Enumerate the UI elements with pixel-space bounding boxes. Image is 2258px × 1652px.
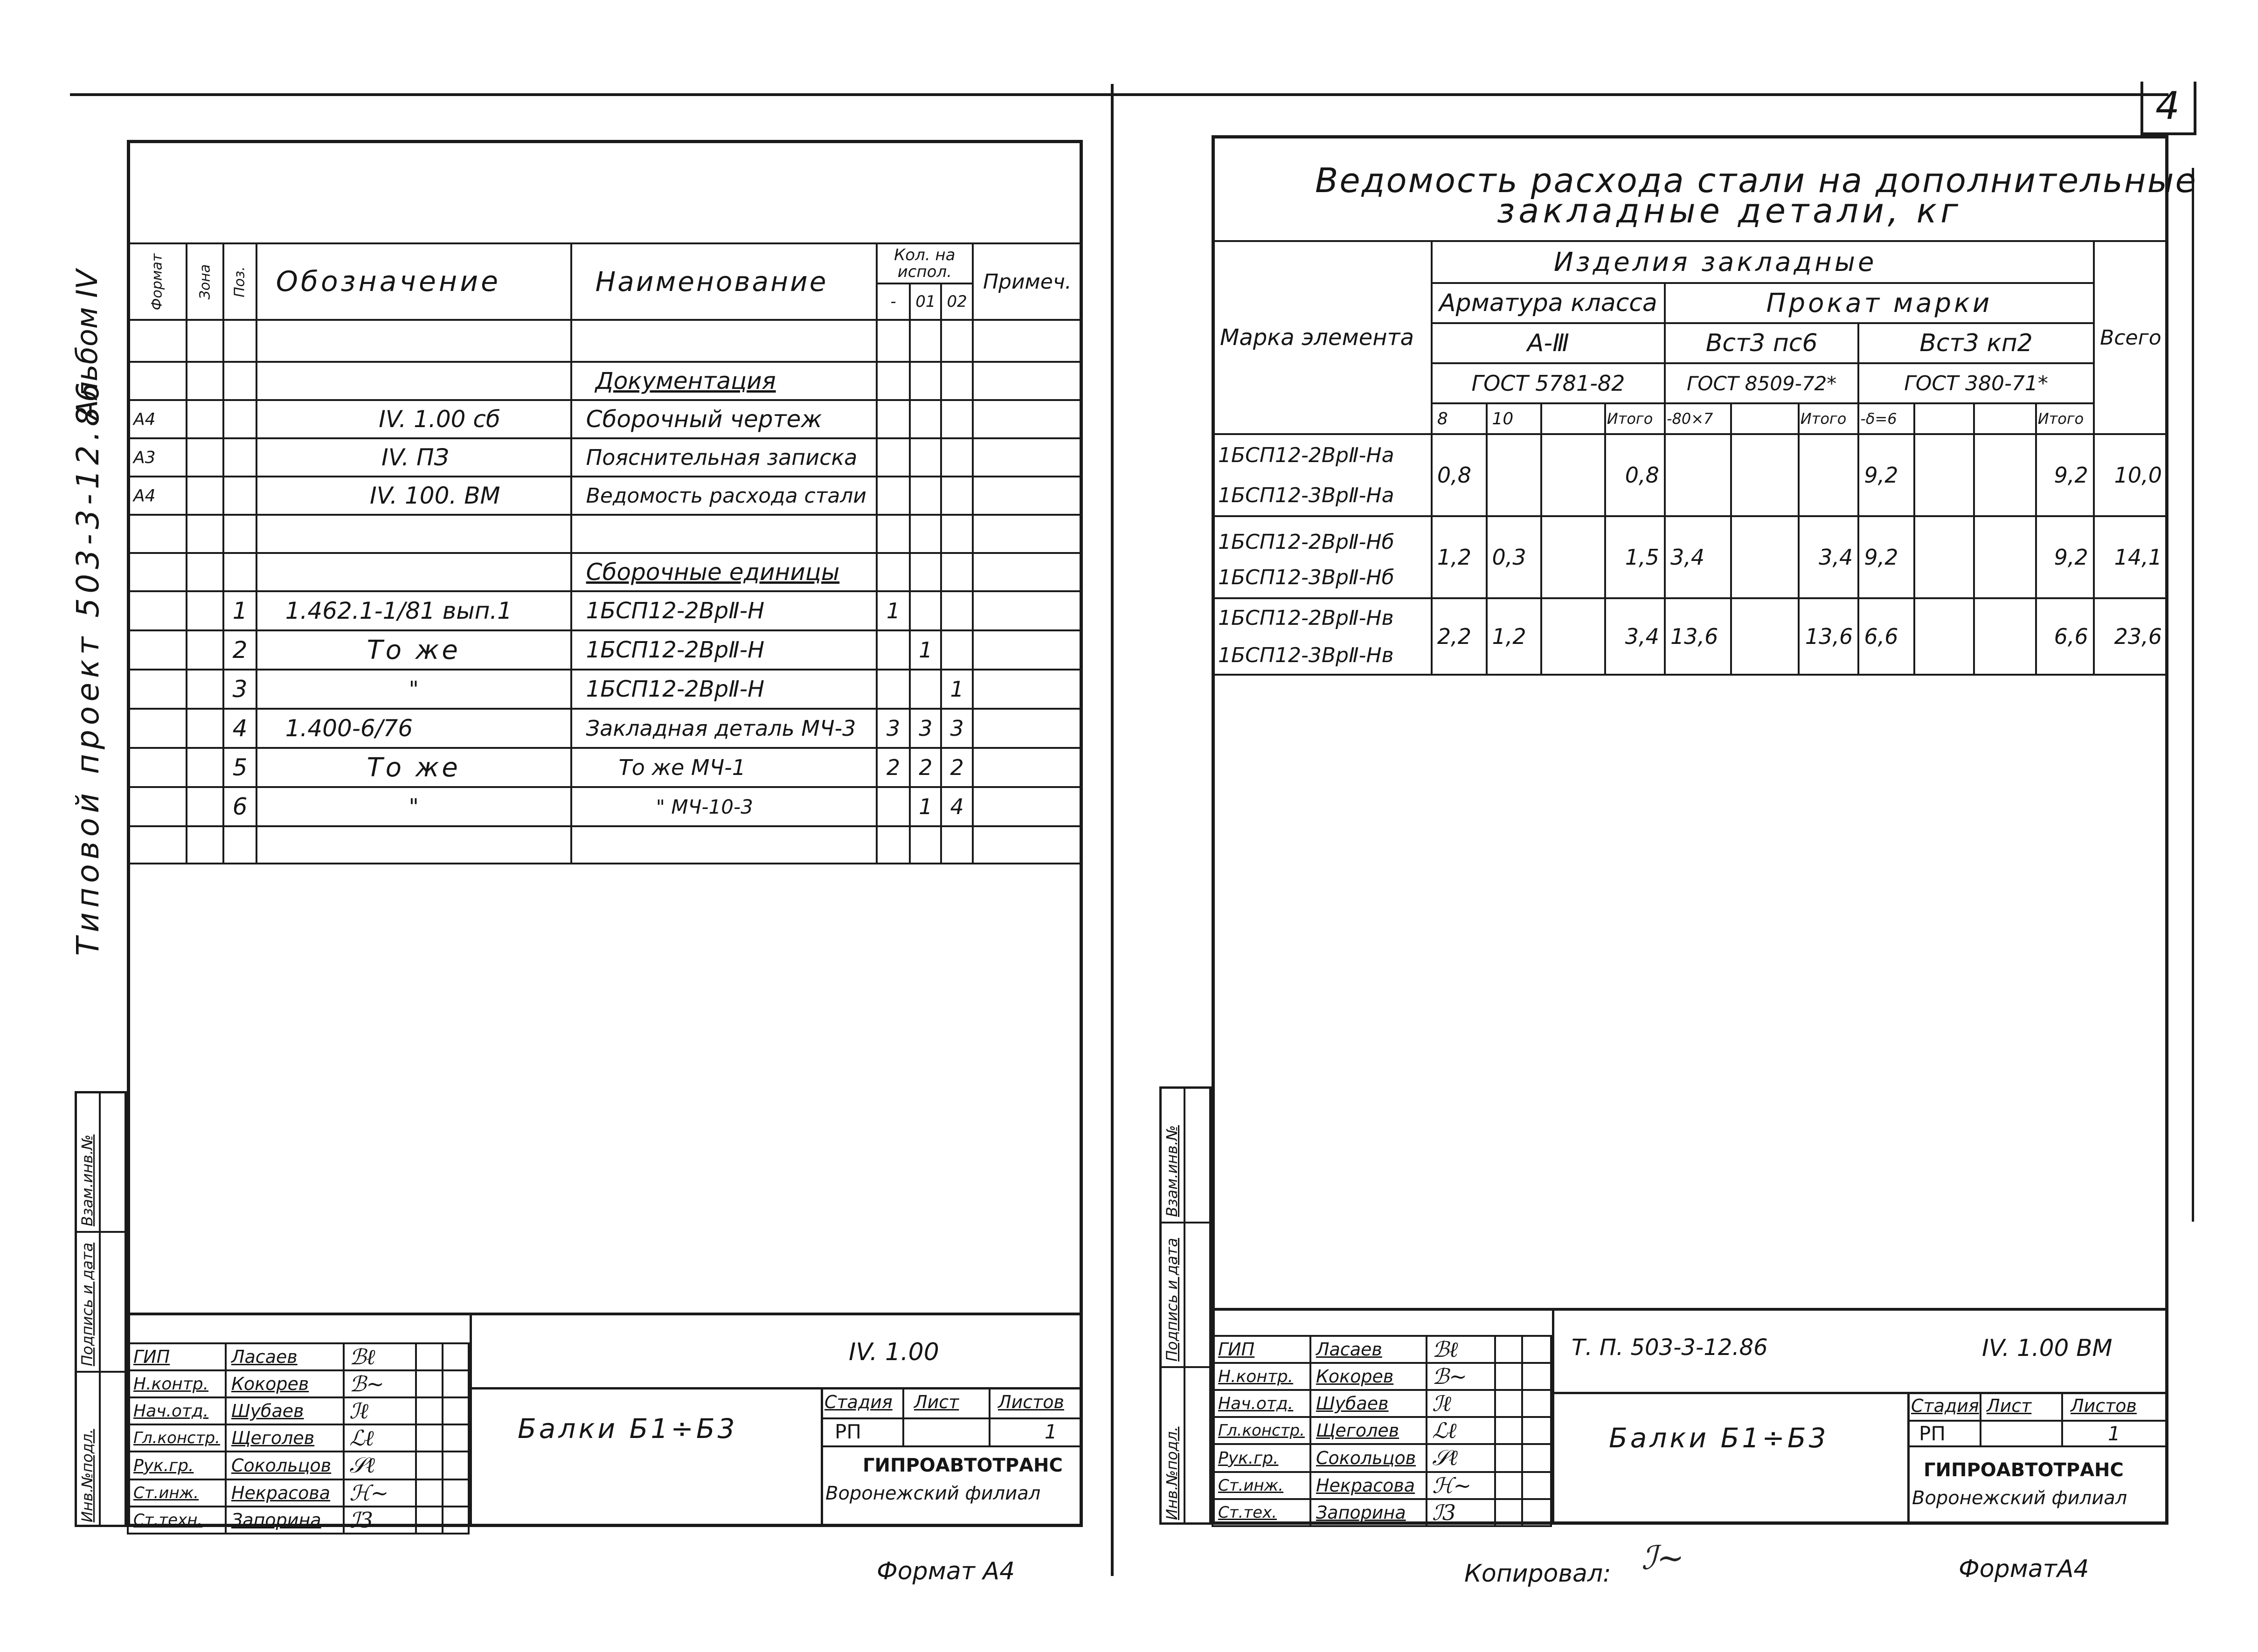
sub-header: 8 [1432,403,1487,434]
table-row: 6 " " МЧ-10-3 1 4 [128,787,1082,826]
staff-row: Нач.отд. Шубаев ℐℓ [128,1397,469,1424]
left-title: Балки Б1÷Б3 [518,1413,738,1445]
right-format: ФорматА4 [1959,1555,2089,1583]
left-sheet-label: Лист [914,1392,959,1412]
right-title-line2: закладные детали, кг [1497,191,1962,230]
table-row: 2 То же 1БСП12-2ВрⅡ-Н 1 [128,630,1082,670]
table-row [128,826,1082,864]
spec-table [127,242,1083,864]
right-stage-v2 [2061,1392,2063,1445]
left-sheets-value: 1 [1045,1420,1057,1443]
album-label: Альбом IV [70,270,104,420]
sub-header [1974,403,2036,434]
project-label: Типовой проект 503-3-12.86 [70,378,106,956]
right-tb-vline2 [1907,1392,1910,1525]
header-armature: Арматура класса [1432,283,1665,323]
table-row: А4 IV. 1.00 сб Сборочный чертеж [128,400,1082,438]
right-edge-line [2192,168,2194,1222]
header-name: Наименование [571,243,877,320]
header-items: Изделия закладные [1432,241,2094,283]
right-sheets-value: 1 [2108,1422,2120,1445]
header-qty-2: 02 [941,283,972,320]
top-rule [70,93,2168,96]
table-row: 1 1.462.1-1/81 вып.1 1БСП12-2ВрⅡ-Н 1 [128,591,1082,630]
right-stage-value: РП [1919,1422,1946,1445]
table-row: А3 IV. ПЗ Пояснительная записка [128,438,1082,477]
staff-row: Ст.инж. Некрасова ℋ~ [1212,1472,1551,1499]
sub-header: Итого [2036,403,2094,434]
table-row: 1БСП12-2ВрⅡ-Нв 2,2 1,2 3,4 13,6 13,6 6,6 6,6 23,6 [1212,598,2168,636]
staff-row: Н.контр. Кокорев ℬ~ [1212,1363,1551,1390]
header-vst-kp2: Вст3 кп2 [1858,323,2093,363]
header-total: Всего [2094,241,2168,434]
table-row: А4 IV. 100. ВМ Ведомость расхода стали [128,477,1082,515]
header-rolled: Прокат марки [1665,283,2094,323]
sub-header: Итого [1799,403,1859,434]
signature: ℒℓ [1427,1417,1495,1444]
left-tb-vline2 [821,1387,823,1527]
signature: ℐ3 [1427,1499,1495,1526]
right-tb-hline [1552,1392,2168,1394]
right-doc-number: IV. 1.00 ВМ [1982,1334,2113,1362]
right-side-stamp-sep2 [1159,1366,1212,1368]
table-row: Документация [128,362,1082,400]
spec-header-row [128,243,1082,283]
header-a3: А-Ⅲ [1432,323,1665,363]
signature: ℬℓ [344,1343,416,1370]
header-format: Формат [149,253,166,310]
right-side-stamp-sep1 [1159,1222,1212,1223]
table-row: Сборочные единицы [128,553,1082,591]
left-org: ГИПРОАВТОТРАНС [863,1455,1063,1476]
staff-row: Рук.гр. Сокольцов 𝒮ℓ [128,1452,469,1479]
table-row: 3 " 1БСП12-2ВрⅡ-Н 1 [128,670,1082,709]
signature: ℬℓ [1427,1336,1495,1363]
right-stage-line1 [1907,1420,2168,1422]
left-sheets-label: Листов [998,1392,1064,1412]
copied-label: Копировал: [1464,1560,1611,1588]
right-tb-vline [1552,1308,1554,1525]
signature: ℐℓ [344,1397,416,1424]
sub-header [1731,403,1798,434]
right-stage-line2 [1907,1445,2168,1447]
left-side-label-1: Взам.инв.№ [78,1134,96,1226]
staff-row: Гл.констр. Щеголев ℒℓ [1212,1417,1551,1444]
left-stage-line2 [821,1445,1083,1447]
right-branch: Воронежский филиал [1912,1487,2127,1509]
signature: ℋ~ [344,1479,416,1507]
right-title-line1: Ведомость расхода стали на дополнительные [1315,161,2197,200]
left-side-stamp-sep1 [75,1231,127,1233]
sub-header: -δ=6 [1858,403,1914,434]
sub-header: Итого [1605,403,1665,434]
header-gost1: ГОСТ 5781-82 [1432,363,1665,403]
sub-header [1914,403,1974,434]
left-stage-v2 [989,1387,990,1445]
right-sheets-label: Листов [2071,1396,2137,1416]
signature: ℐℓ [1427,1390,1495,1417]
signature: ℬ~ [1427,1363,1495,1390]
header-vst-ps6: Вст3 пс6 [1665,323,1858,363]
header-qty-0: - [877,283,910,320]
center-divider [1111,84,1114,1576]
left-format: Формат А4 [877,1557,1015,1585]
signature: ℒℓ [344,1424,416,1452]
right-org: ГИПРОАВТОТРАНС [1924,1459,2124,1481]
sheet-number: 4 [2155,84,2180,128]
staff-row: Гл.констр. Щеголев ℒℓ [128,1424,469,1452]
copied-signature: ℐ~ [1642,1539,1684,1577]
header-gost2: ГОСТ 8509-72* [1665,363,1858,403]
header-mark: Марка элемента [1212,241,1432,434]
staff-row: ГИП Ласаев ℬℓ [128,1343,469,1370]
right-stage-v1 [1980,1392,1981,1445]
left-tb-hline [470,1387,1083,1389]
spec-blank-row [128,320,1082,362]
sub-header [1541,403,1605,434]
header-qty-1: 01 [910,283,941,320]
staff-row: Ст.техн. Запорина ℐ3 [128,1507,469,1534]
left-tb-vline [470,1313,472,1527]
sub-header: -80×7 [1665,403,1731,434]
left-branch: Воронежский филиал [825,1483,1041,1504]
signature: 𝒮ℓ [1427,1444,1495,1472]
table-row: 1БСП12-2ВрⅡ-Нб 1,2 0,3 1,5 3,4 3,4 9,2 9,2 14,1 [1212,516,2168,557]
left-side-stamp-sep2 [75,1371,127,1373]
header-zone: Зона [197,264,214,299]
signature: ℐ3 [344,1507,416,1534]
left-stage-v1 [902,1387,904,1445]
table-row: 1БСП12-3ВрⅡ-Нв [1212,636,2168,675]
left-side-label-3: Инв.№подл. [78,1429,96,1522]
header-designation: Обозначение [256,243,571,320]
staff-row: Н.контр. Кокорев ℬ~ [128,1370,469,1397]
right-title: Балки Б1÷Б3 [1609,1422,1829,1454]
right-side-label-2: Подпись и дата [1163,1237,1181,1362]
staff-row: Нач.отд. Шубаев ℐℓ [1212,1390,1551,1417]
signature: ℋ~ [1427,1472,1495,1499]
header-note: Примеч. [973,243,1082,320]
left-stage-value: РП [835,1420,861,1443]
staff-row: Рук.гр. Сокольцов 𝒮ℓ [1212,1444,1551,1472]
left-staff-table [127,1313,470,1534]
right-side-label-1: Взам.инв.№ [1163,1125,1181,1217]
header-gost3: ГОСТ 380-71* [1858,363,2093,403]
right-side-stamp-divider [1184,1086,1185,1525]
sub-header: 10 [1487,403,1542,434]
header-pos: Поз. [232,266,249,297]
table-row: 1БСП12-3ВрⅡ-На [1212,475,2168,516]
right-stage-label: Стадия [1911,1396,1979,1416]
right-side-label-3: Инв.№подл. [1163,1426,1181,1520]
table-row: 1БСП12-2ВрⅡ-На 0,8 0,8 9,2 9,2 10,0 [1212,434,2168,475]
staff-row: Ст.инж. Некрасова ℋ~ [128,1479,469,1507]
right-project-number: Т. П. 503-3-12.86 [1572,1334,1768,1361]
steel-table [1212,240,2168,676]
left-side-stamp-divider [99,1091,101,1527]
right-sheet-label: Лист [1987,1396,2032,1416]
signature: ℬ~ [344,1370,416,1397]
left-stage-label: Стадия [824,1392,893,1412]
right-staff-table [1212,1308,1552,1527]
steel-header-row-1 [1212,241,2168,283]
staff-row: ГИП Ласаев ℬℓ [1212,1336,1551,1363]
signature: 𝒮ℓ [344,1452,416,1479]
header-qty: Кол. на испол. [877,243,973,283]
table-row: 1БСП12-3ВрⅡ-Нб [1212,557,2168,598]
table-row [128,515,1082,553]
left-side-label-2: Подпись и дата [78,1242,96,1366]
left-doc-number: IV. 1.00 [849,1338,939,1366]
table-row: 4 1.400-6/76 Закладная деталь МЧ-3 3 3 3 [128,709,1082,748]
staff-row: Ст.тех. Запорина ℐ3 [1212,1499,1551,1526]
table-row: 5 То же То же МЧ-1 2 2 2 [128,748,1082,787]
left-stage-line1 [821,1417,1083,1419]
